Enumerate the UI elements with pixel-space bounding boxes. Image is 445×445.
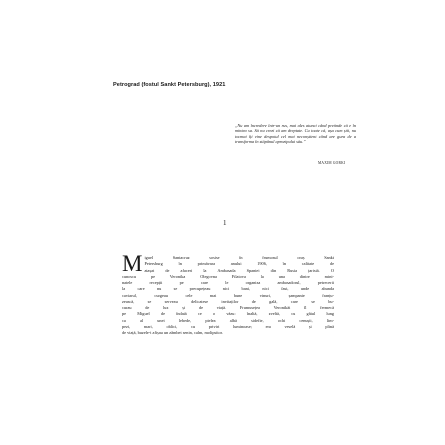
epigraph-quote: „Nu am încredere într-un rus, mai ales atunci când pretinde că e în mintea sa. Să nu crezi că am dreptate. Cu toate că, așa cum știi, nu tocmai îți vine despotul cel mai neconștient când are gura de a transforma în stăpânul aprozipului său.” bbox=[235, 123, 356, 145]
body-line: Petersburg în primăvara anului 1906, în calitate de bbox=[144, 261, 334, 267]
body-line: cunoscu pe Veronika Olegovna Filatova la una dintre mini- bbox=[122, 273, 334, 279]
drop-cap-letter: M bbox=[122, 251, 143, 276]
body-line: zească, se serveau delicatese invitaților de gală, care se bu- bbox=[122, 298, 334, 304]
body-line: ca al unei lebede, pielea albă sidefie, ochi cenușii, lim- bbox=[122, 317, 334, 323]
body-line: natele recepții pe care le organiza ambasadorul, petrecerii bbox=[122, 280, 334, 285]
place-date-heading: Petrograd (fostul Sankt Petersburg), 1921 bbox=[113, 82, 226, 88]
epigraph-author: MAXIM GORKI bbox=[318, 161, 346, 165]
body-line: pe Miguel de îndată ce o văzu: înaltă, zveltă, cu gâtul lung bbox=[122, 311, 334, 317]
body-line: la care nu se precupețeau nici bani, nici fast, unde abunda bbox=[122, 286, 334, 292]
body-line: atașat de afaceri la Ambasada Spaniei din Rusia țaristă. O bbox=[144, 267, 334, 273]
body-line: de viață, buzele-i afișau un zâmbet senin, calm, molipsitor. bbox=[122, 330, 223, 335]
chapter-number: 1 bbox=[223, 219, 227, 227]
body-line: iguel Santacruz sosise în frumosul oraș Sankt bbox=[144, 255, 334, 260]
body-line: caviarul, curgeau cele mai bune vinuri, șampanie franțu- bbox=[122, 292, 334, 298]
body-line: pezi, mari, oblici, cu priviri luminoase; era veselă și plină bbox=[122, 323, 334, 329]
chapter-body bbox=[122, 251, 334, 336]
body-line: curau de lux și de viață. Frumusețea Veronikăi îl fermecă bbox=[122, 305, 334, 310]
